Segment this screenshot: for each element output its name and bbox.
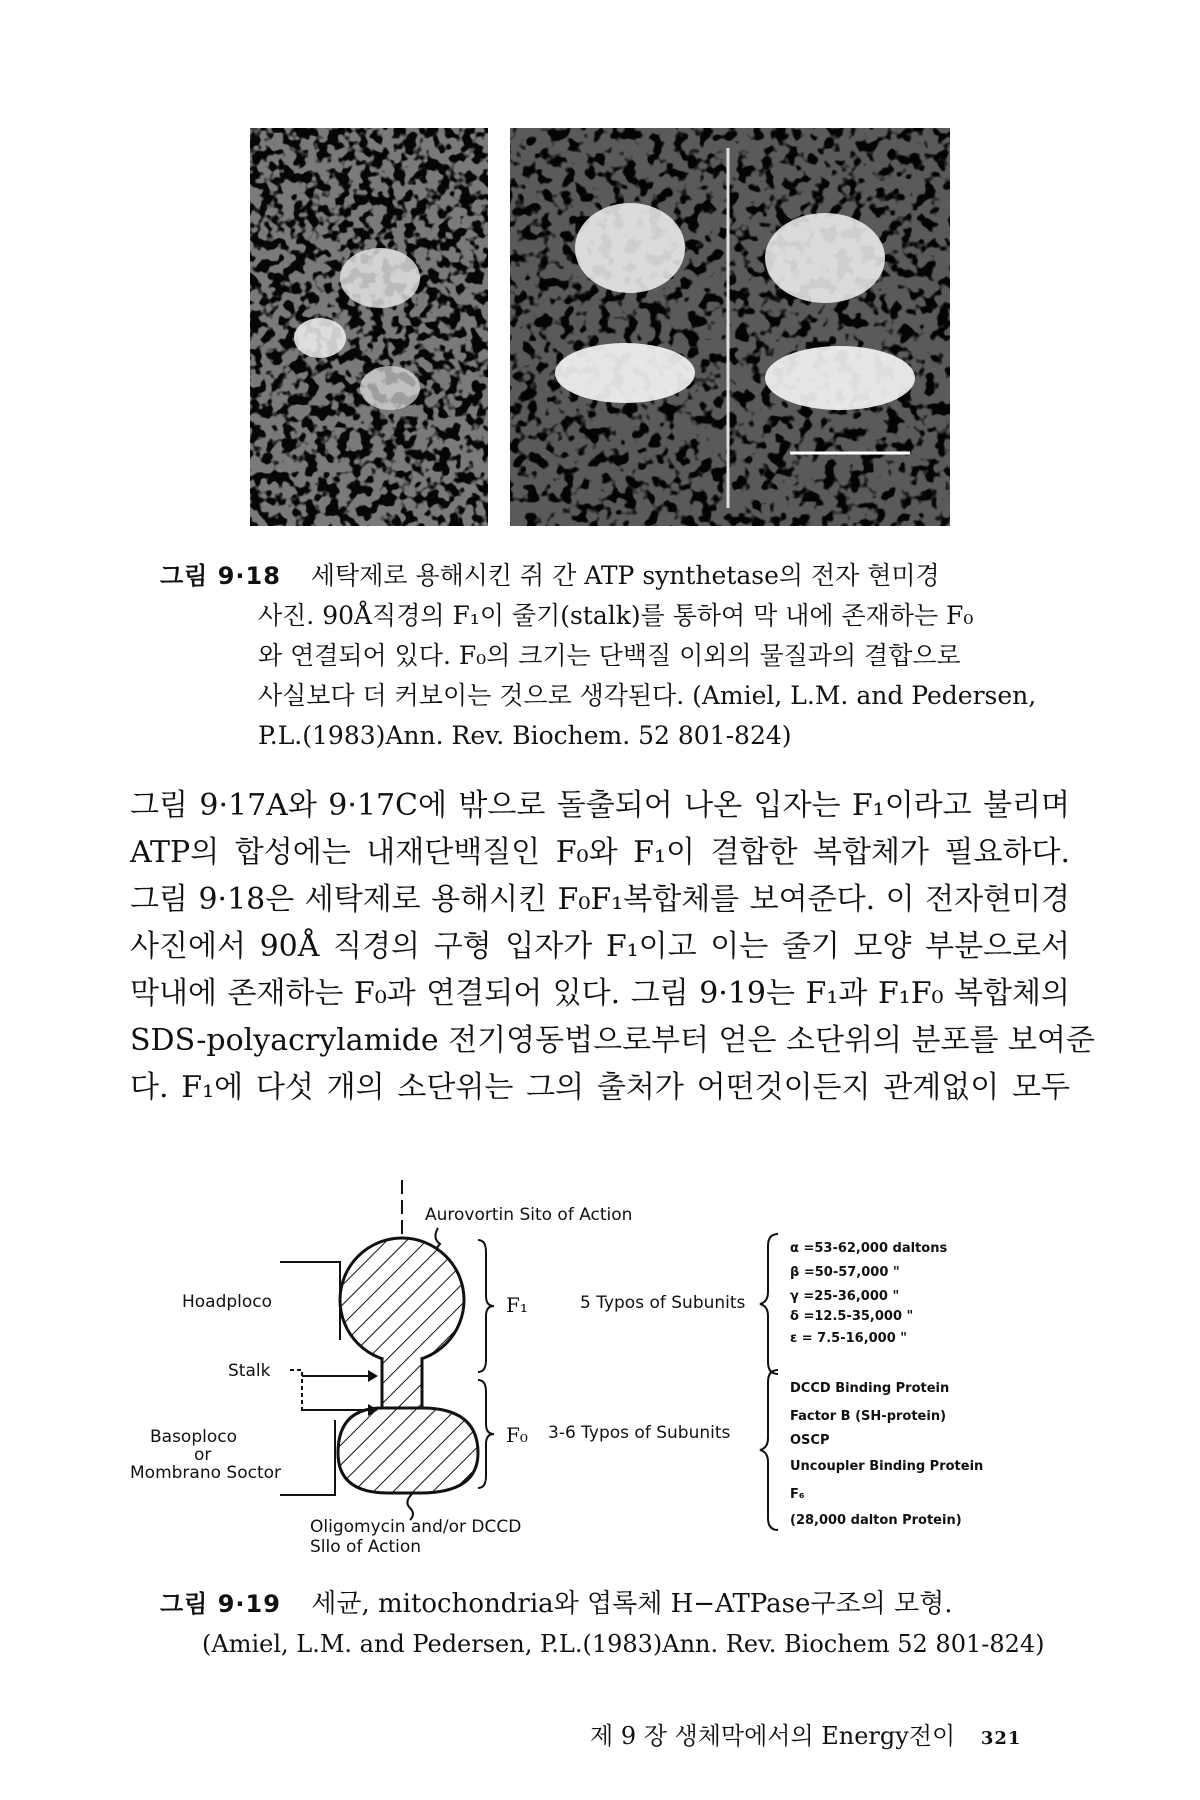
page-number: 321 <box>980 1728 1022 1749</box>
f0-subunit-list <box>790 1381 983 1528</box>
chapter-title: 제 9 장 생체막에서의 Energy전이 <box>590 1722 956 1750</box>
f0-list-brace <box>760 1370 778 1530</box>
subunit-delta: δ =12.5-35,000 " <box>790 1309 914 1324</box>
figure-9-19-label: 그림 9·19 <box>160 1590 281 1618</box>
page-footer <box>590 1716 1021 1751</box>
body-line-5: 막내에 존재하는 F₀과 연결되어 있다. 그림 9·19는 F₁과 F₁F₀ 복합체의 <box>130 976 1070 1011</box>
f0-item-1: DCCD Binding Protein <box>790 1381 950 1396</box>
basepiece-label-1: Basoploco <box>150 1427 238 1447</box>
f0-item-4: Uncoupler Binding Protein <box>790 1459 984 1474</box>
subunit-gamma: γ =25-36,000 " <box>790 1289 900 1304</box>
body-line-4: 사진에서 90Å 직경의 구형 입자가 F₁이고 이는 줄기 모양 부분으로서 <box>130 929 1070 964</box>
figure-9-19-line-1: 세균, mitochondria와 엽록체 H−ATPase구조의 모형. <box>311 1589 953 1619</box>
oligomycin-label-1: Oligomycin and/or DCCD <box>310 1517 522 1537</box>
figure-9-18-label: 그림 9·18 <box>160 562 281 590</box>
f0-item-6: (28,000 dalton Protein) <box>790 1513 962 1528</box>
atpase-structure-diagram <box>130 1180 1080 1560</box>
subunit-epsilon: ε = 7.5-16,000 " <box>790 1331 908 1346</box>
stalk-label: Stalk <box>228 1361 271 1381</box>
figure-9-18-line-4: 사실보다 더 커보이는 것으로 생각된다. (Amiel, L.M. and Pedersen, <box>258 681 1037 710</box>
f0-item-3: OSCP <box>790 1433 830 1448</box>
figure-9-18-line-2: 사진. 90Å직경의 F₁이 줄기(stalk)를 통하여 막 내에 존재하는 F₀ <box>258 601 974 630</box>
figure-9-18-line-5: P.L.(1983)Ann. Rev. Biochem. 52 801-824) <box>258 721 792 750</box>
oligomycin-label-2: Sllo of Action <box>310 1537 422 1557</box>
body-line-6: SDS-polyacrylamide 전기영동법으로부터 얻은 소단위의 분포를 보여준 <box>130 1023 1095 1058</box>
electron-micrograph <box>250 128 950 526</box>
f1-list-brace <box>760 1234 778 1374</box>
basepiece-label-2: or <box>194 1445 212 1465</box>
body-line-2: ATP의 합성에는 내재단백질인 F₀와 F₁이 결합한 복합체가 필요하다. <box>130 835 1070 870</box>
body-line-7: 다. F₁에 다섯 개의 소단위는 그의 출처가 어떤것이든지 관계없이 모두 <box>130 1070 1070 1105</box>
headpiece-label: Hoadploco <box>182 1292 273 1312</box>
body-line-1: 그림 9·17A와 9·17C에 밖으로 돌출되어 나온 입자는 F₁이라고 불리며 <box>130 788 1070 823</box>
body-line-3: 그림 9·18은 세탁제로 용해시킨 F₀F₁복합체를 보여준다. 이 전자현미경 <box>130 882 1070 917</box>
aurovertin-label: Aurovortin Sito of Action <box>425 1205 633 1225</box>
f1-brace <box>478 1240 494 1372</box>
f0-item-2: Factor B (SH-protein) <box>790 1409 947 1424</box>
f1-subunit-list <box>790 1241 947 1346</box>
f0-label: F₀ <box>506 1423 528 1447</box>
f1-label: F₁ <box>506 1293 528 1317</box>
f0-subunit-types: 3-6 Typos of Subunits <box>548 1423 731 1443</box>
basepiece-label-3: Mombrano Soctor <box>130 1463 281 1483</box>
figure-9-18-line-1: 세탁제로 용해시킨 쥐 간 ATP synthetase의 전자 현미경 <box>310 561 940 590</box>
headpiece-bracket <box>280 1262 340 1340</box>
atpase-shape <box>338 1238 478 1493</box>
f1-subunit-types: 5 Typos of Subunits <box>580 1293 746 1313</box>
figure-9-19-caption <box>160 1584 1060 1664</box>
basepiece-bracket <box>280 1420 335 1495</box>
figure-9-18-line-3: 와 연결되어 있다. F₀의 크기는 단백질 이외의 물질과의 결합으로 <box>258 641 961 670</box>
micrograph-right-panel <box>510 128 950 526</box>
f0-item-5: F₆ <box>790 1487 805 1502</box>
subunit-beta: β =50-57,000 " <box>790 1265 900 1280</box>
figure-9-19-line-2: (Amiel, L.M. and Pedersen, P.L.(1983)Ann. Rev. Biochem 52 801-824) <box>202 1630 1045 1658</box>
figure-9-18-caption <box>160 556 1040 756</box>
body-paragraph <box>130 782 1095 1111</box>
f0-brace <box>478 1380 494 1488</box>
subunit-alpha: α =53-62,000 daltons <box>790 1241 948 1256</box>
micrograph-left-panel <box>250 128 488 526</box>
